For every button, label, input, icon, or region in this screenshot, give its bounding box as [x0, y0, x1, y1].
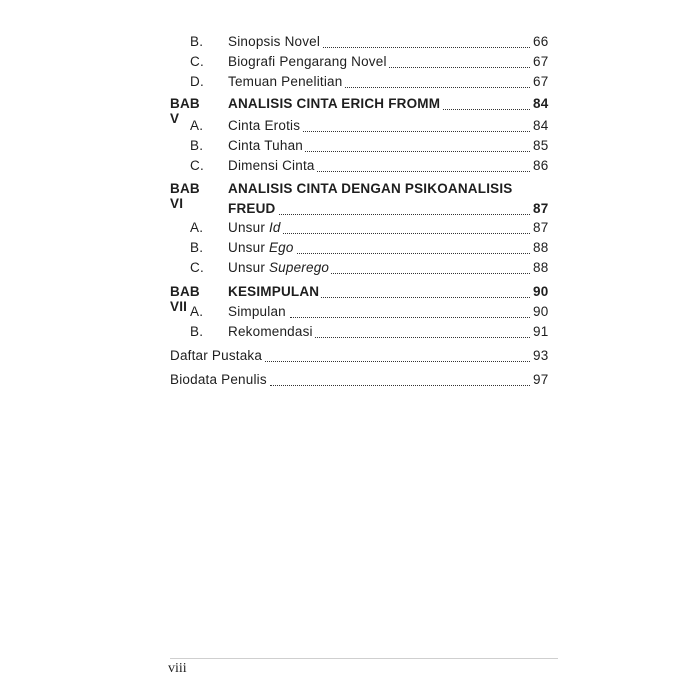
toc-entry-label: A.	[190, 220, 204, 235]
toc-chapter-page: 87	[533, 201, 549, 216]
toc-entry-page: 97	[533, 372, 549, 387]
dot-leader	[300, 131, 530, 132]
toc-entry-label: A.	[190, 304, 204, 319]
toc-entry-title: Daftar Pustaka	[170, 348, 263, 363]
toc-entry-title-emph: Superego	[268, 260, 330, 275]
dot-leader	[380, 67, 530, 68]
toc-entry-page: 67	[533, 54, 549, 69]
toc-entry-label: A.	[190, 118, 204, 133]
toc-entry-title-prefix: Unsur	[228, 260, 269, 275]
page-number: viii	[168, 661, 187, 676]
toc-chapter-label: BAB VII	[170, 284, 200, 314]
toc-entry-page: 86	[533, 158, 549, 173]
toc-entry-title	[228, 260, 331, 275]
toc-chapter-title-cont: FREUD	[228, 201, 276, 216]
toc-chapter-page: 90	[533, 284, 549, 299]
dot-leader	[270, 214, 530, 215]
toc-chapter-title: ANALISIS CINTA DENGAN PSIKOANALISIS	[228, 181, 513, 196]
toc-entry-title-emph: Ego	[268, 240, 294, 255]
dot-leader	[300, 151, 530, 152]
toc-entry-title: Biodata Penulis	[170, 372, 267, 387]
toc-entry-title: Biografi Pengarang Novel	[228, 54, 387, 69]
dot-leader	[275, 233, 530, 234]
toc-entry-label: C.	[190, 260, 204, 275]
dot-leader	[290, 317, 530, 318]
toc-entry-label: B.	[190, 34, 204, 49]
toc-chapter-label: BAB VI	[170, 181, 200, 211]
toc-entry-title: Temuan Penelitian	[228, 74, 343, 89]
toc-entry-page: 85	[533, 138, 549, 153]
toc-entry-title	[228, 240, 296, 255]
toc-entry-page: 67	[533, 74, 549, 89]
toc-entry-label: D.	[190, 74, 204, 89]
toc-chapter-title: KESIMPULAN	[228, 284, 320, 299]
dot-leader	[265, 361, 530, 362]
toc-entry-page: 88	[533, 240, 549, 255]
toc-entry-title: Cinta Tuhan	[228, 138, 303, 153]
toc-entry-title-prefix: Unsur	[228, 220, 269, 235]
toc-entry-title: Dimensi Cinta	[228, 158, 315, 173]
toc-entry-page: 93	[533, 348, 549, 363]
toc-entry-title	[228, 220, 283, 235]
toc-entry-title: Rekomendasi	[228, 324, 313, 339]
dot-leader	[325, 273, 530, 274]
toc-entry-label: C.	[190, 54, 204, 69]
toc-entry-page: 66	[533, 34, 549, 49]
toc-chapter-label: BAB V	[170, 96, 200, 126]
dot-leader	[310, 171, 530, 172]
footer-divider	[170, 658, 558, 659]
toc-entry-page: 84	[533, 118, 549, 133]
dot-leader	[270, 385, 530, 386]
dot-leader	[340, 87, 530, 88]
toc-chapter-page: 84	[533, 96, 549, 111]
toc-entry-page: 91	[533, 324, 549, 339]
toc-chapter-title: ANALISIS CINTA ERICH FROMM	[228, 96, 441, 111]
dot-leader	[290, 253, 530, 254]
dot-leader	[430, 109, 530, 110]
toc-entry-page: 90	[533, 304, 549, 319]
toc-entry-title: Sinopsis Novel	[228, 34, 321, 49]
toc-entry-title-prefix: Unsur	[228, 240, 269, 255]
dot-leader	[300, 47, 530, 48]
toc-entry-title: Cinta Erotis	[228, 118, 301, 133]
toc-entry-label: C.	[190, 158, 204, 173]
toc-entry-page: 88	[533, 260, 549, 275]
toc-entry-label: B.	[190, 138, 204, 153]
dot-leader	[320, 297, 530, 298]
toc-entry-title: Simpulan	[228, 304, 286, 319]
toc-entry-label: B.	[190, 324, 204, 339]
toc-entry-title-emph: Id	[268, 220, 281, 235]
toc-entry-page: 87	[533, 220, 549, 235]
dot-leader	[315, 337, 530, 338]
toc-entry-label: B.	[190, 240, 204, 255]
